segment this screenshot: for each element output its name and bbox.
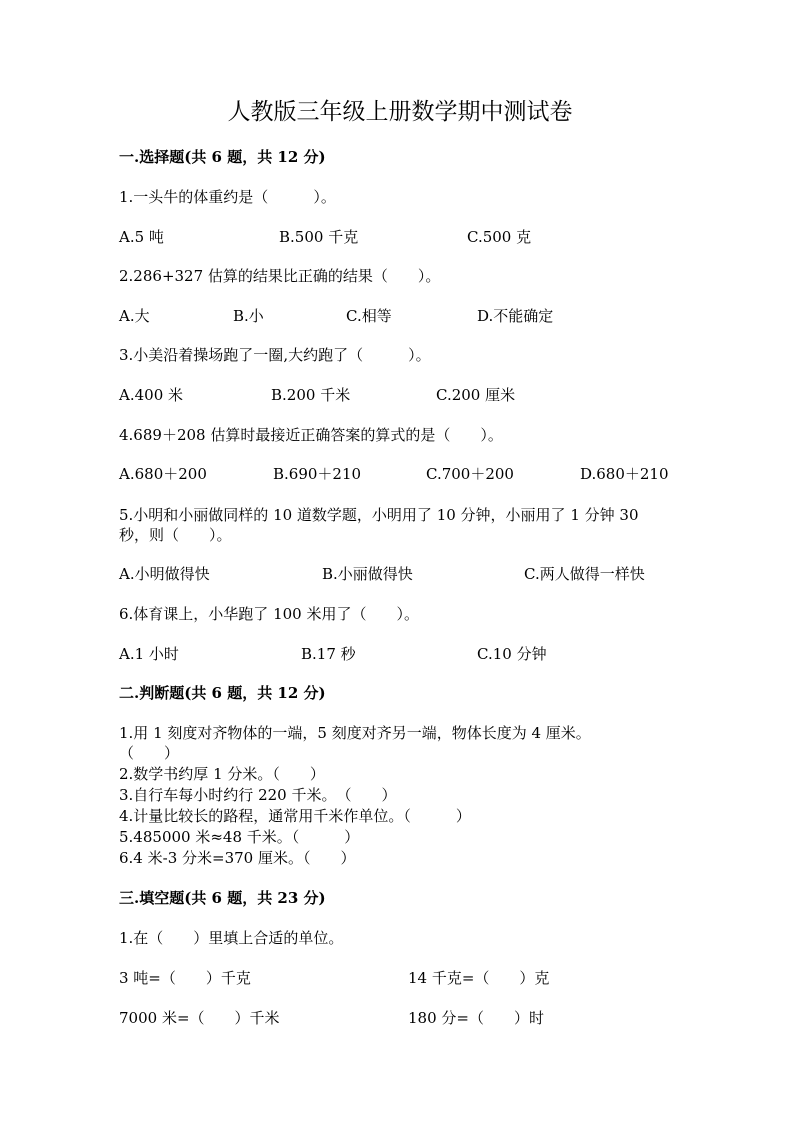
question-text: 1.一头牛的体重约是（ ）。 [119, 188, 336, 206]
question-text: 3.小美沿着操场跑了一圈,大约跑了（ ）。 [119, 346, 431, 364]
option-d: D.不能确定 [477, 307, 554, 325]
judgment-line: 2.数学书约厚 1 分米。（ ） [119, 765, 325, 783]
option-b: B.500 千克 [279, 228, 359, 246]
option-c: C.10 分钟 [477, 645, 547, 663]
option-c: C.700＋200 [426, 465, 514, 483]
option-c: C.两人做得一样快 [524, 565, 645, 583]
judgment-line: （ ） [119, 744, 180, 762]
option-c: C.相等 [346, 307, 392, 325]
option-b: B.小丽做得快 [322, 565, 413, 583]
judgment-line: 5.485000 米≈48 千米。（ ） [119, 828, 360, 846]
fill-item: 7000 米=（ ）千米 [119, 1009, 280, 1027]
question-text: 2.286+327 估算的结果比正确的结果（ ）。 [119, 267, 441, 285]
option-a: A.5 吨 [119, 228, 164, 246]
judgment-line: 6.4 米-3 分米=370 厘米。（ ） [119, 849, 356, 867]
question-text: 4.689＋208 估算时最接近正确答案的算式的是（ ）。 [119, 426, 503, 444]
judgment-line: 4.计量比较长的路程，通常用千米作单位。（ ） [119, 807, 471, 825]
section-heading-judgment: 二.判断题(共 6 题，共 12 分) [119, 684, 326, 702]
fill-item: 14 千克=（ ）克 [408, 969, 550, 987]
option-b: B.小 [233, 307, 264, 325]
question-text: 6.体育课上，小华跑了 100 米用了（ ）。 [119, 605, 419, 623]
fill-item: 180 分=（ ）时 [408, 1009, 544, 1027]
fill-item: 3 吨=（ ）千克 [119, 969, 251, 987]
option-b: B.690＋210 [273, 465, 362, 483]
question-text-line2: 秒，则（ ）。 [119, 526, 232, 544]
question-text-line1: 5.小明和小丽做同样的 10 道数学题，小明用了 10 分钟，小丽用了 1 分钟 30 [119, 506, 639, 524]
option-a: A.680＋200 [119, 465, 207, 483]
option-a: A.小明做得快 [119, 565, 210, 583]
option-c: C.200 厘米 [436, 386, 516, 404]
option-b: B.200 千米 [271, 386, 351, 404]
option-c: C.500 克 [467, 228, 532, 246]
section-heading-choice: 一.选择题(共 6 题，共 12 分) [119, 148, 326, 166]
option-a: A.1 小时 [119, 645, 179, 663]
section-heading-fill: 三.填空题(共 6 题，共 23 分) [119, 889, 326, 907]
option-b: B.17 秒 [301, 645, 356, 663]
option-d: D.680＋210 [580, 465, 669, 483]
page-title: 人教版三年级上册数学期中测试卷 [227, 99, 573, 125]
judgment-line: 1.用 1 刻度对齐物体的一端，5 刻度对齐另一端，物体长度为 4 厘米。 [119, 724, 591, 742]
question-text: 1.在（ ）里填上合适的单位。 [119, 929, 344, 947]
judgment-line: 3.自行车每小时约行 220 千米。 （ ） [119, 786, 397, 804]
option-a: A.大 [119, 307, 150, 325]
option-a: A.400 米 [119, 386, 183, 404]
